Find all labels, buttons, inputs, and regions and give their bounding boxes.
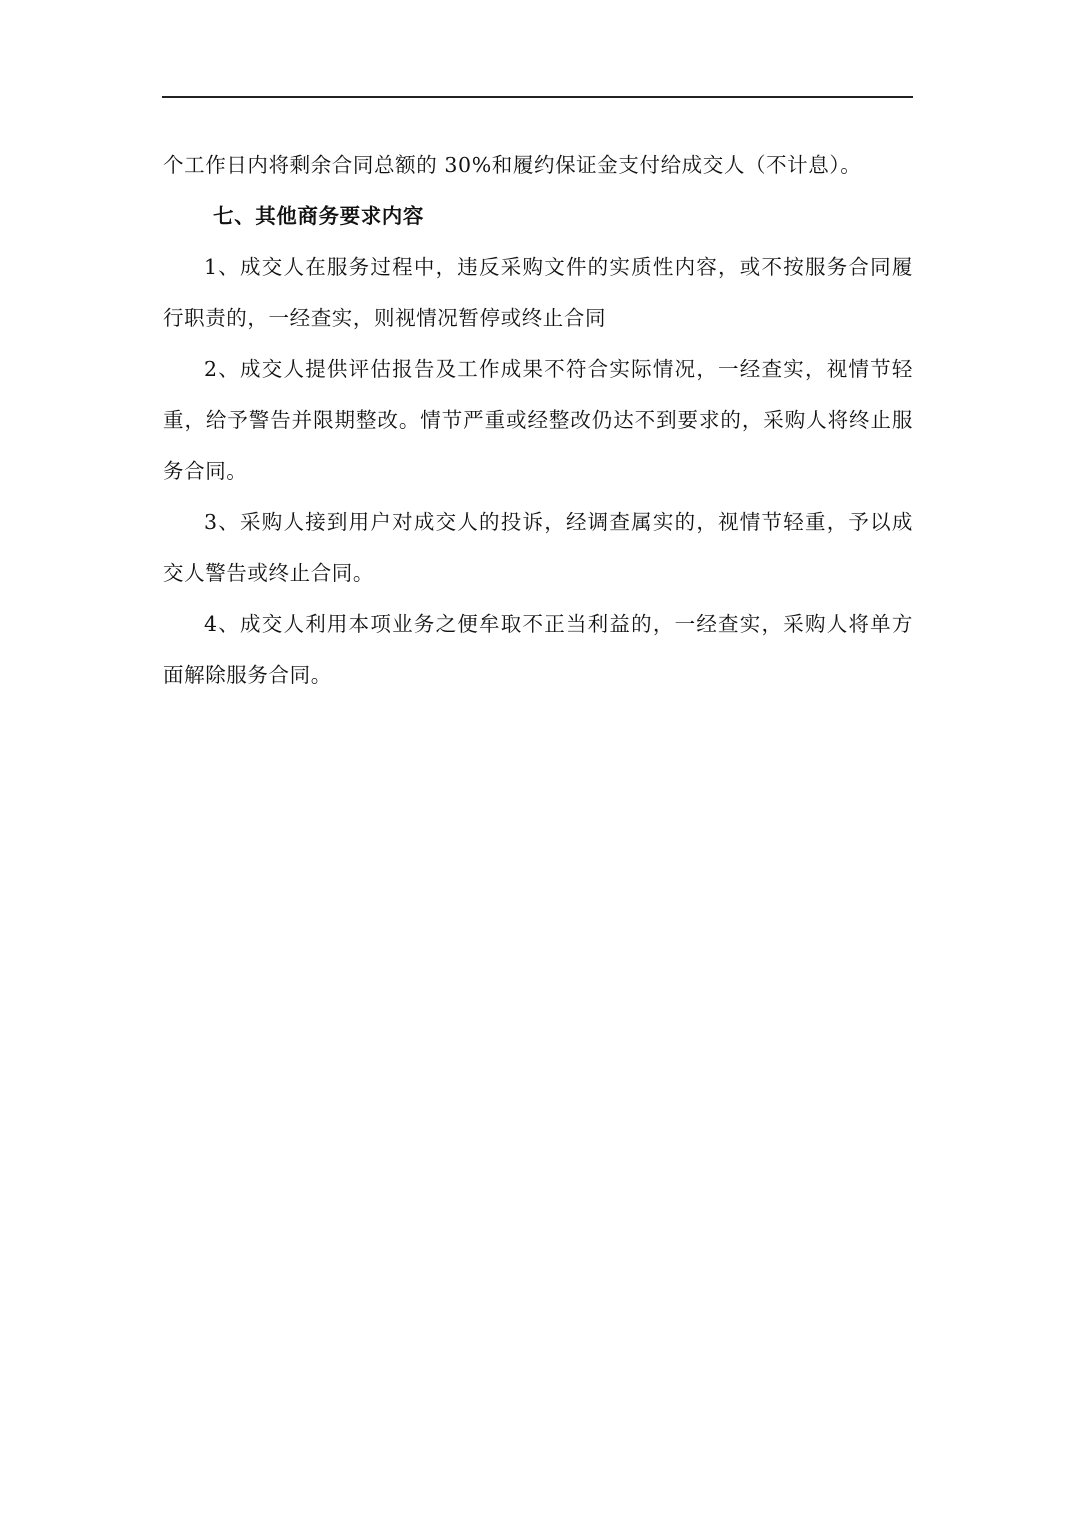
list-item: 4、成交人利用本项业务之便牟取不正当利益的，一经查实，采购人将单方面解除服务合同。 (163, 612, 913, 687)
header-rule (162, 96, 913, 98)
section-heading: 七、其他商务要求内容 (213, 204, 424, 228)
continuation-paragraph: 个工作日内将剩余合同总额的 30%和履约保证金支付给成交人（不计息）。 (163, 153, 862, 177)
document-body (163, 140, 913, 701)
list-item: 2、成交人提供评估报告及工作成果不符合实际情况，一经查实，视情节轻重，给予警告并限期整改。情节严重或经整改仍达不到要求的，采购人将终止服务合同。 (163, 357, 913, 483)
list-item: 1、成交人在服务过程中，违反采购文件的实质性内容，或不按服务合同履行职责的，一经查实，则视情况暂停或终止合同 (163, 255, 913, 330)
list-item: 3、采购人接到用户对成交人的投诉，经调查属实的，视情节轻重，予以成交人警告或终止合同。 (163, 510, 913, 585)
